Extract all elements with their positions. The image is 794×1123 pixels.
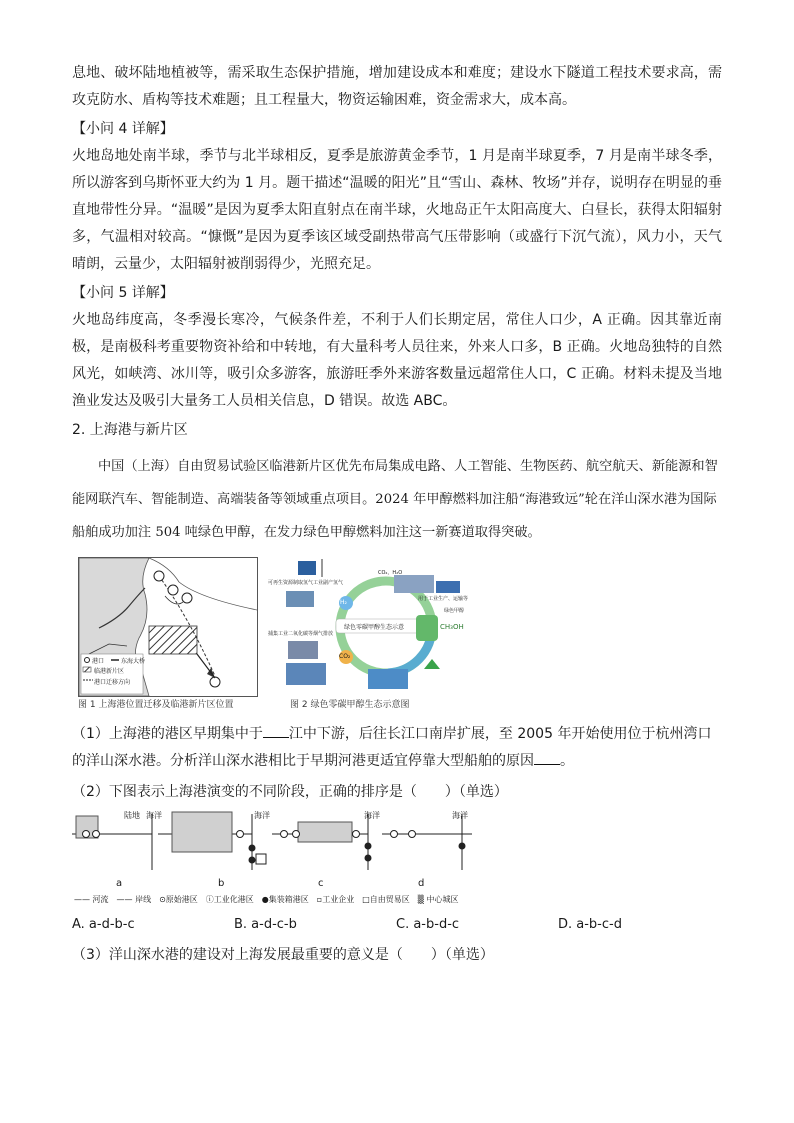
fig2-label-hydrogen-source: 可再生资源制取氢气工业副产氢气 (268, 580, 344, 586)
options-row (72, 912, 722, 938)
question2-heading: 2. 上海港与新片区 (72, 422, 188, 438)
stage-legend: —— 河流 —— 岸线 ⊙原始港区 ⓘ工业化港区 ●集装箱港区 ▫工业企业 □自由贸易区 ▒ 中心城区 (74, 895, 459, 904)
sub1-text-b: 江中下游，后往长江口南岸扩展，至 2005 年开始使用位于杭州湾口的洋山深水港。分析洋山深水港相比于早期河港更适宜停靠大型船舶的原因 (72, 726, 712, 769)
legend-port: 港口 (92, 658, 105, 665)
legend-newzone: 临港新片区 (94, 668, 125, 675)
figures-row (72, 557, 722, 717)
sub1-text-a: （1）上海港的港区早期集中于 (72, 726, 263, 742)
stage-a-sea-label: 海洋 (146, 811, 162, 820)
q4-text: 火地岛地处南半球，季节与北半球相反，夏季是旅游黄金季节，1 月是南半球夏季，7 月是南半球冬季，所以游客到乌斯怀亚大约为 1 月。题干描述“温暖的阳光”且“雪山、森林、牧场”并存，说明存在明显的垂直地带性分异。“温暖”是因为夏季太阳直射点在南半球，火地岛正午太阳高度大、白昼长，获得太阳辐射多，气温相对较高。“慷慨”是因为夏季该区域受副热带高气压带影响（或盛行下沉气流），风力小，天气晴朗，云量少，太阳辐射被削弱得少，光照充足。 (72, 148, 722, 272)
figure1-map (78, 557, 258, 697)
fig2-label-co2-h2o: CO₂，H₂O (378, 570, 403, 576)
sub-question-2: （2）下图表示上海港演变的不同阶段，正确的排序是（ ）（单选） (72, 784, 508, 800)
fig2-label-green-methanol: 绿色甲醇 (444, 608, 465, 614)
stage-d-sea-label: 海洋 (452, 811, 468, 820)
figure2-caption: 图 2 绿色零碳甲醇生态示意图 (290, 700, 410, 710)
stage-label-land: 陆地 (124, 811, 140, 820)
paragraph-q3-end: 息地、破坏陆地植被等，需采取生态保护措施，增加建设成本和难度；建设水下隧道工程技术要求高，需攻克防水、盾构等技术难题；且工程量大，物资运输困难，资金需求大，成本高。 (72, 65, 722, 108)
stage-letter-c: c (318, 878, 324, 889)
q4-title: 【小问 4 详解】 (72, 121, 174, 137)
port-evolution-diagram (72, 810, 722, 910)
fig2-label-ch3oh: CH₃OH (440, 623, 464, 631)
answer-blank-1[interactable] (263, 723, 289, 738)
stage-letter-b: b (218, 878, 225, 889)
figure2-diagram (268, 557, 468, 695)
fig2-label-co2: CO₂ (339, 653, 351, 660)
option-c[interactable]: C. a-b-d-c (396, 917, 460, 932)
fig2-label-usage: 用于工业生产、运输等 (418, 596, 469, 602)
figure1-caption: 图 1 上海港位置迁移及临港新片区位置 (78, 700, 234, 710)
fig2-label-h2: H₂ (340, 599, 347, 606)
map-svg (79, 558, 257, 696)
legend-bridge: 东海大桥 (121, 658, 146, 665)
sub1-text-c: 。 (560, 753, 574, 769)
sub-question-1 (72, 721, 722, 775)
question2-material: 中国（上海）自由贸易试验区临港新片区优先布局集成电路、人工智能、生物医药、航空航天、新能源和智能网联汽车、智能制造、高端装备等领域重点项目。2024 年甲醇燃料加注船“海港致远”轮在洋山深水港为国际船舶成功加注 504 吨绿色甲醇，在发力绿色甲醇燃料加注这一新赛道取得突破。 (72, 459, 718, 540)
stage-c-sea-label: 海洋 (364, 811, 380, 820)
stage-b-sea-label: 海洋 (254, 811, 270, 820)
q5-title: 【小问 5 详解】 (72, 285, 174, 301)
option-b[interactable]: B. a-d-c-b (234, 917, 297, 932)
option-a[interactable]: A. a-d-b-c (72, 917, 135, 932)
sub-question-3: （3）洋山深水港的建设对上海发展最重要的意义是（ ）（单选） (72, 947, 494, 963)
legend-direction: 港口迁移方向 (94, 679, 131, 686)
page-content (72, 60, 722, 969)
option-d[interactable]: D. a-b-c-d (558, 917, 622, 932)
q5-text: 火地岛纬度高，冬季漫长寒冷，气候条件差，不利于人们长期定居，常住人口少，A 正确。因其靠近南极，是南极科考重要物资补给和中转地，有大量科考人员往来，外来人口多，B 正确。火地岛独特的自然风光，如峡湾、冰川等，吸引众多游客，旅游旺季外来游客数量远超常住人口，C 正确。材料未提及当地渔业发达及吸引大量务工人员相关信息，D 错误。故选 ABC。 (72, 312, 722, 409)
fig2-center-title: 绿色零碳甲醇生态示意 (344, 624, 405, 631)
stage-letter-d: d (418, 878, 425, 889)
stage-letter-a: a (116, 878, 123, 889)
fig2-label-co2-source: 捕集工业二氧化碳等烟气排放 (268, 631, 334, 637)
answer-blank-2[interactable] (534, 750, 560, 765)
